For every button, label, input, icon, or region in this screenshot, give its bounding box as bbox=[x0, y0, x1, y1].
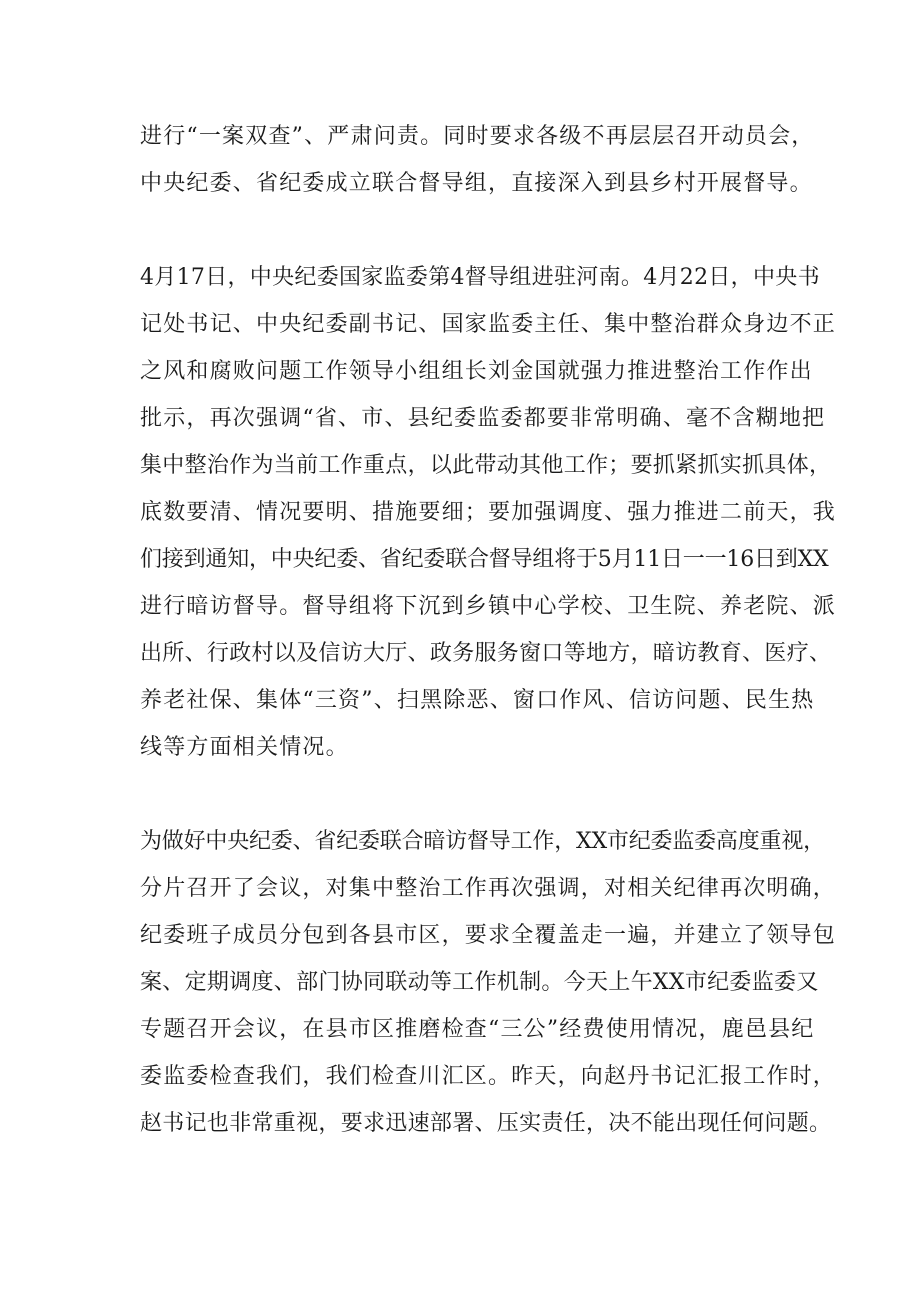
text-line: 纪委班子成员分包到各县市区，要求全覆盖走一遍，并建立了领导包 bbox=[140, 923, 837, 948]
text-line: 赵书记也非常重视，要求迅速部署、压实责任，决不能出现任何问题。 bbox=[140, 1111, 832, 1136]
text-line: 批示，再次强调“省、市、县纪委监委都要非常明确、毫不含糊地把 bbox=[140, 406, 826, 431]
text-line: 线等方面相关情况。 bbox=[140, 735, 349, 760]
text-line: 之风和腐败问题工作领导小组组长刘金国就强力推进整治工作作出 bbox=[140, 359, 813, 384]
text-line: 进行“一案双查”、严肃问责。同时要求各级不再层层召开动员会， bbox=[140, 124, 815, 149]
text-line: 进行暗访督导。督导组将下沉到乡镇中心学校、卫生院、养老院、派 bbox=[140, 594, 837, 619]
text-line: 集中整治作为当前工作重点，以此带动其他工作；要抓紧抓实抓具体， bbox=[140, 453, 832, 478]
text-line: 底数要清、情况要明、措施要细；要加强调度、强力推进二前天，我 bbox=[140, 500, 837, 525]
text-line: 委监委检查我们，我们检查川汇区。昨天，向赵丹书记汇报工作时， bbox=[140, 1064, 837, 1089]
text-line: 记处书记、中央纪委副书记、国家监委主任、集中整治群众身边不正 bbox=[140, 312, 837, 337]
text-line: 分片召开了会议，对集中整治工作再次强调，对相关纪律再次明确， bbox=[140, 876, 837, 901]
text-line: 出所、行政村以及信访大厅、政务服务窗口等地方，暗访教育、医疗、 bbox=[140, 641, 832, 666]
text-line: 专题召开会议，在县市区推磨检查“三公”经费使用情况，鹿邑县纪 bbox=[140, 1017, 815, 1042]
text-line: 4月17日，中央纪委国家监委第4督导组进驻河南。4月22日，中央书 bbox=[140, 265, 820, 290]
text-line: 们接到通知，中央纪委、省纪委联合督导组将于5月11日一一16日到XX bbox=[140, 547, 829, 572]
text-line: 为做好中央纪委、省纪委联合暗访督导工作，XX市纪委监委高度重视， bbox=[140, 829, 825, 854]
text-line: 中央纪委、省纪委成立联合督导组，直接深入到县乡村开展督导。 bbox=[140, 171, 813, 196]
text-line: 案、定期调度、部门协同联动等工作机制。今天上午XX市纪委监委又 bbox=[140, 970, 819, 995]
text-line: 养老社保、集体“三资”、扫黑除恶、窗口作风、信访问题、民生热 bbox=[140, 688, 815, 713]
